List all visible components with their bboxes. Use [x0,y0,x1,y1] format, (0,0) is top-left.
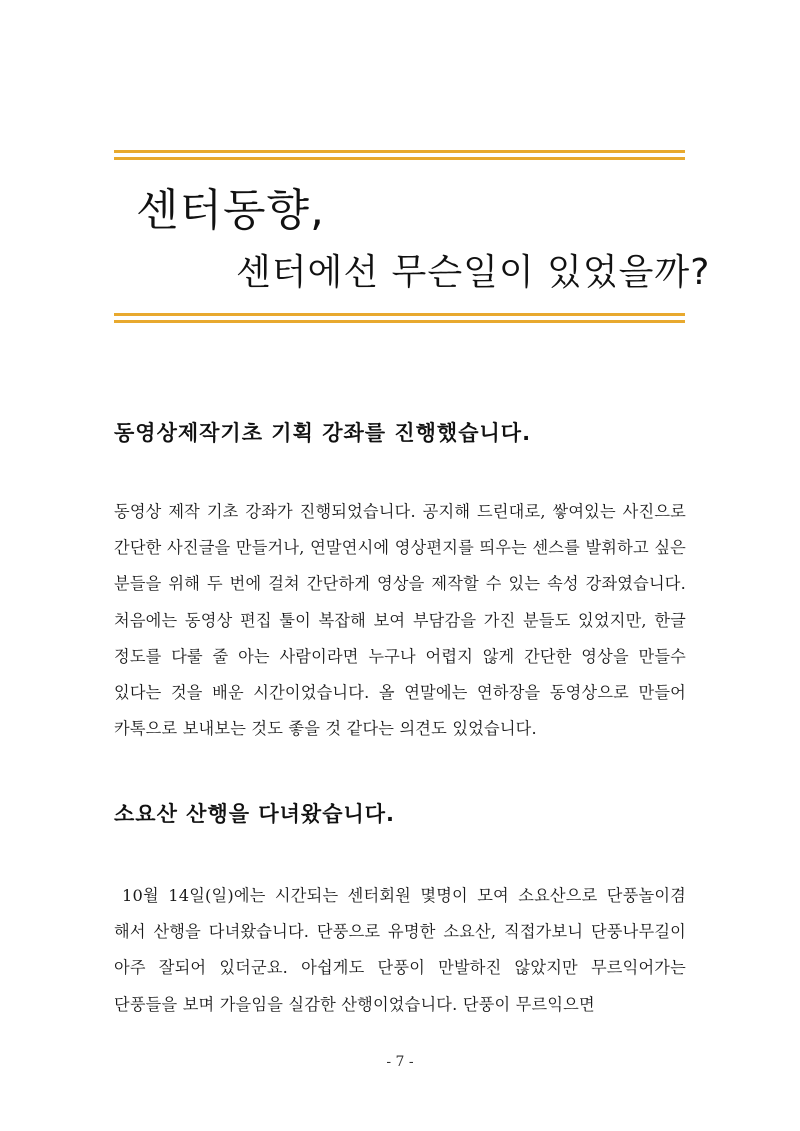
section-heading: 소요산 산행을 다녀왔습니다. [114,802,396,826]
section-body: 동영상 제작 기초 강좌가 진행되었습니다. 공지해 드린대로, 쌓여있는 사진으로 간단한 사진글을 만들거나, 연말연시에 영상편지를 띄우는 센스를 발휘하고 싶은 분들을 위해 두 번에 걸쳐 간단하게 영상을 제작할 수 있는 속성 강좌였습니다. 처음에는 동영상 편집 툴이 복잡해 보여 부담감을 가진 분들도 있었지만, 한글 정도를 다룰 줄 아는 사람이라면 누구나 어렵지 않게 간단한 영상을 만들수 있다는 것을 배운 시간이었습니다. 올 연말에는 연하장을 동영상으로 만들어 카톡으로 보내보는 것도 좋을 것 같다는 의견도 있었습니다. [114,502,686,739]
page-number: - 7 - [386,1054,414,1070]
top-divider-line [114,150,685,153]
bottom-divider [114,313,685,324]
top-divider-line [114,157,685,160]
bottom-divider-line [114,313,685,316]
section-body: 10월 14일(일)에는 시간되는 센터회원 몇명이 모여 소요산으로 단풍놀이겸 해서 산행을 다녀왔습니다. 단풍으로 유명한 소요산, 직접가보니 단풍나무길이 아주 잘되어 있더군요. 아쉽게도 단풍이 만발하진 않았지만 무르익어가는 단풍들을 보며 가을임을 실감한 산행이었습니다. 단풍이 무르익으면 [114,886,686,1014]
page-title: 센터동향, [136,185,326,236]
top-divider [114,150,685,161]
section-heading: 동영상제작기초 기획 강좌를 진행했습니다. [114,421,532,445]
bottom-divider-line [114,320,685,323]
page-subtitle: 센터에선 무슨일이 있었을까? [236,252,711,293]
